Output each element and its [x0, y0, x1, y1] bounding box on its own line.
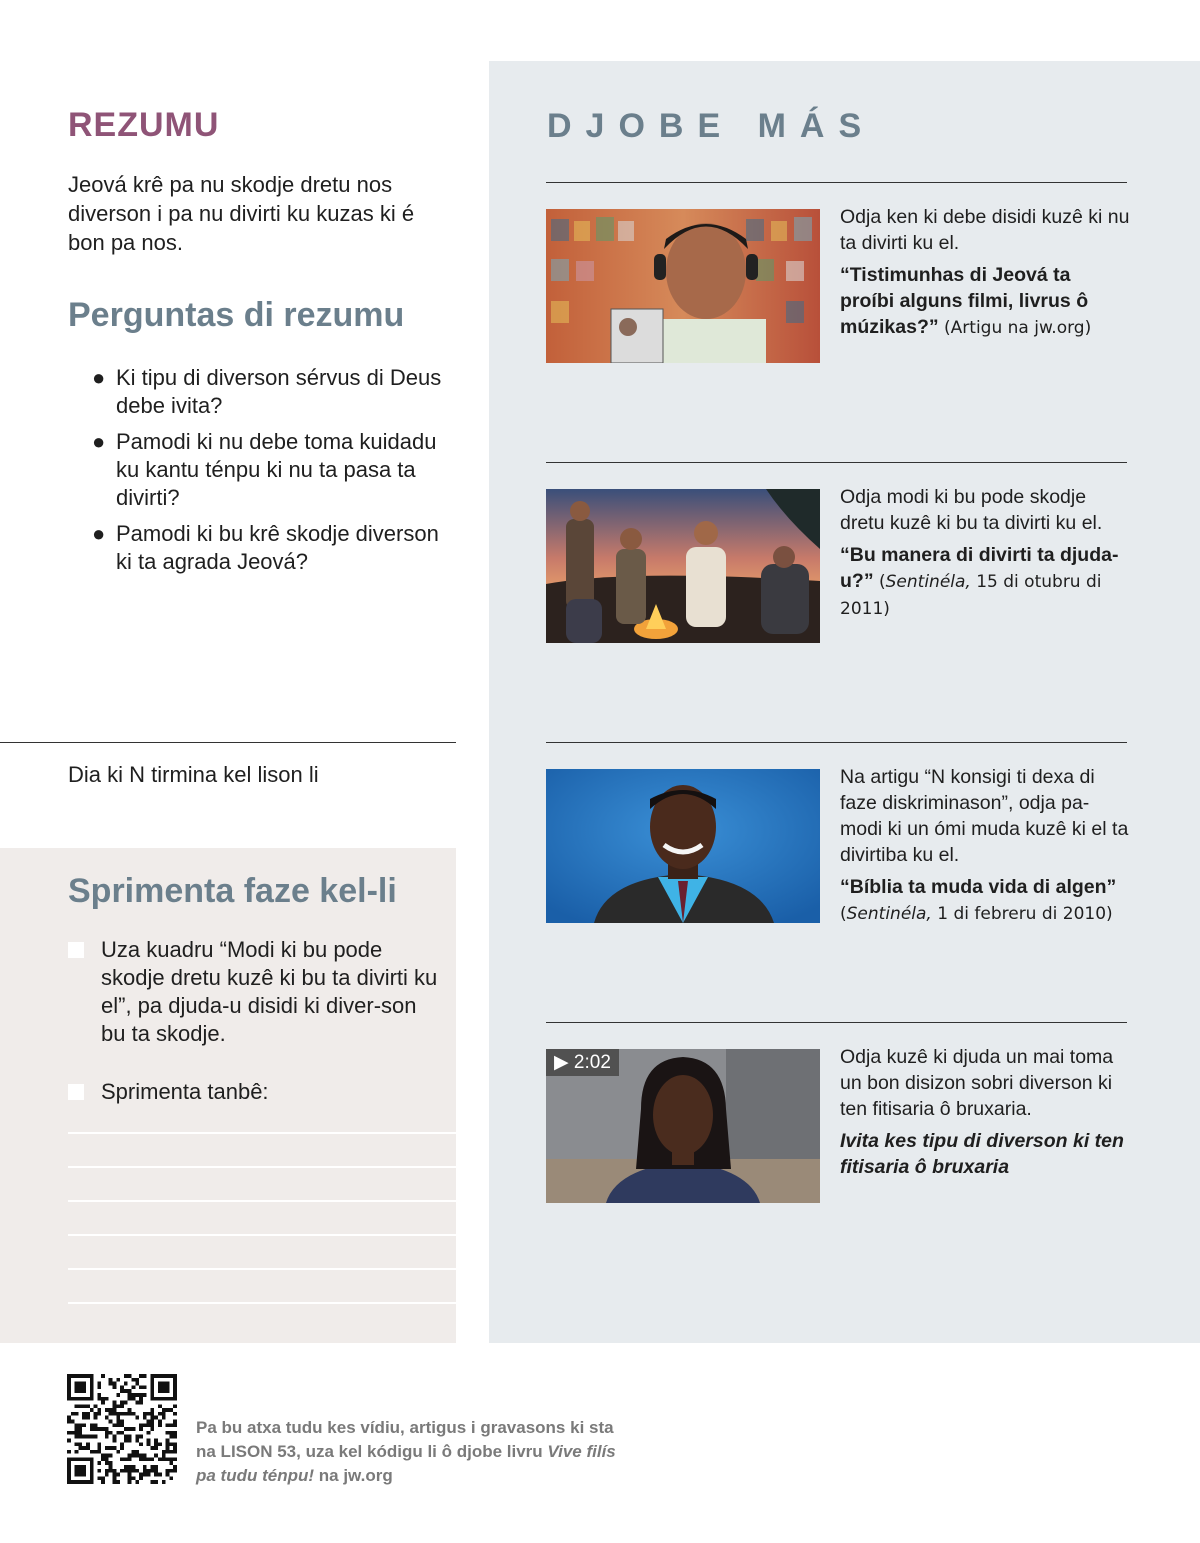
bullet-icon: ●: [92, 521, 106, 546]
question-item: ● Pamodi ki bu krê skodje diverson ki ta agrada Jeová?: [92, 521, 439, 574]
checkbox-icon[interactable]: [68, 1084, 84, 1100]
writing-line[interactable]: [68, 1200, 456, 1202]
video-duration-badge[interactable]: ▶ 2:02: [546, 1049, 619, 1076]
resource-text: Odja ken ki debe disidi kuzê ki nu ta divirti ku el. “Tistimunhas di Jeová ta proíbi alguns filmi, livrus ô múzikas?” (Artigu na jw.org): [840, 206, 1130, 338]
bullet-icon: ●: [92, 365, 106, 390]
divider: [546, 742, 1127, 743]
resource-text: Odja kuzê ki djuda un mai toma un bon disizon sobri diverson ki ten fitisaria ô bruxaria. Ivita kes tipu di diverson ki ten fitisaria ô bruxaria: [840, 1046, 1124, 1178]
writing-line[interactable]: [68, 1302, 456, 1304]
resource-text: Odja modi ki bu pode skodje dretu kuzê ki bu ta divirti ku el. “Bu manera di divirti ta djuda-u?” (Sentinéla, 15 di otubru di 2011): [840, 486, 1119, 619]
try-item-checkbox[interactable]: Uza kuadru “Modi ki bu pode skodje dretu kuzê ki bu ta divirti ku el”, pa djuda-u disidi ki diver-son bu ta skodje.: [68, 936, 438, 1048]
play-icon[interactable]: ▶: [554, 1052, 569, 1073]
questions-list: [92, 364, 457, 584]
resource-link[interactable]: “Bu manera di divirti ta djuda-u?”: [840, 544, 1119, 592]
jesus-with-disciples-image[interactable]: [546, 489, 820, 643]
summary-text: Jeová krê pa nu skodje dretu nos diverson i pa nu divirti ku kuzas ki é bon pa nos.: [68, 172, 415, 255]
question-item: ● Ki tipu di diverson sérvus di Deus debe ivita?: [92, 365, 442, 418]
try-panel: [0, 848, 456, 1343]
qr-code[interactable]: [67, 1374, 177, 1484]
writing-line[interactable]: [68, 1132, 456, 1134]
resource-text: Na artigu “N konsigi ti dexa di faze diskriminason”, odja pa-modi ki un ómi muda kuzê ki el ta divirtiba ku el. “Bíblia ta muda vida di algen” (Sentinéla, 1 di febreru di 2010): [840, 766, 1129, 924]
checkbox-icon[interactable]: [68, 942, 84, 958]
writing-line[interactable]: [68, 1234, 456, 1236]
writing-lines[interactable]: [68, 1132, 456, 1336]
writing-line[interactable]: [68, 1166, 456, 1168]
woman-video-thumbnail[interactable]: [546, 1049, 820, 1203]
resource-link[interactable]: “Bíblia ta muda vida di algen”: [840, 876, 1117, 898]
resource-link[interactable]: “Tistimunhas di Jeová ta proíbi alguns filmi, livrus ô múzikas?”: [840, 264, 1089, 338]
finish-date-label: Dia ki N tirmina kel lison li: [68, 762, 319, 787]
question-item: ● Pamodi ki nu debe toma kuidadu ku kantu ténpu ki nu ta pasa ta divirti?: [92, 429, 437, 510]
divider: [0, 742, 456, 743]
writing-line[interactable]: [68, 1268, 456, 1270]
try-item-checkbox[interactable]: Sprimenta tanbê:: [68, 1078, 438, 1106]
summary-title: REZUMU: [68, 106, 220, 144]
more-title: DJOBE MÁS: [547, 107, 876, 145]
divider: [546, 1022, 1127, 1023]
bullet-icon: ●: [92, 429, 106, 454]
questions-title: Perguntas di rezumu: [68, 296, 405, 334]
footer-note: Pa bu atxa tudu kes vídiu, artigus i gravasons ki sta na LISON 53, uza kel kódigu li ô djobe livru Vive filís pa tudu ténpu! na jw.org: [196, 1418, 616, 1485]
divider: [546, 182, 1127, 183]
boy-with-headphones-image[interactable]: [546, 209, 820, 363]
try-title: Sprimenta faze kel-li: [68, 872, 397, 910]
divider: [546, 462, 1127, 463]
more-panel: [489, 61, 1200, 1343]
smiling-man-image[interactable]: [546, 769, 820, 923]
resource-link[interactable]: Ivita kes tipu di diverson ki ten fitisaria ô bruxaria: [840, 1130, 1124, 1178]
